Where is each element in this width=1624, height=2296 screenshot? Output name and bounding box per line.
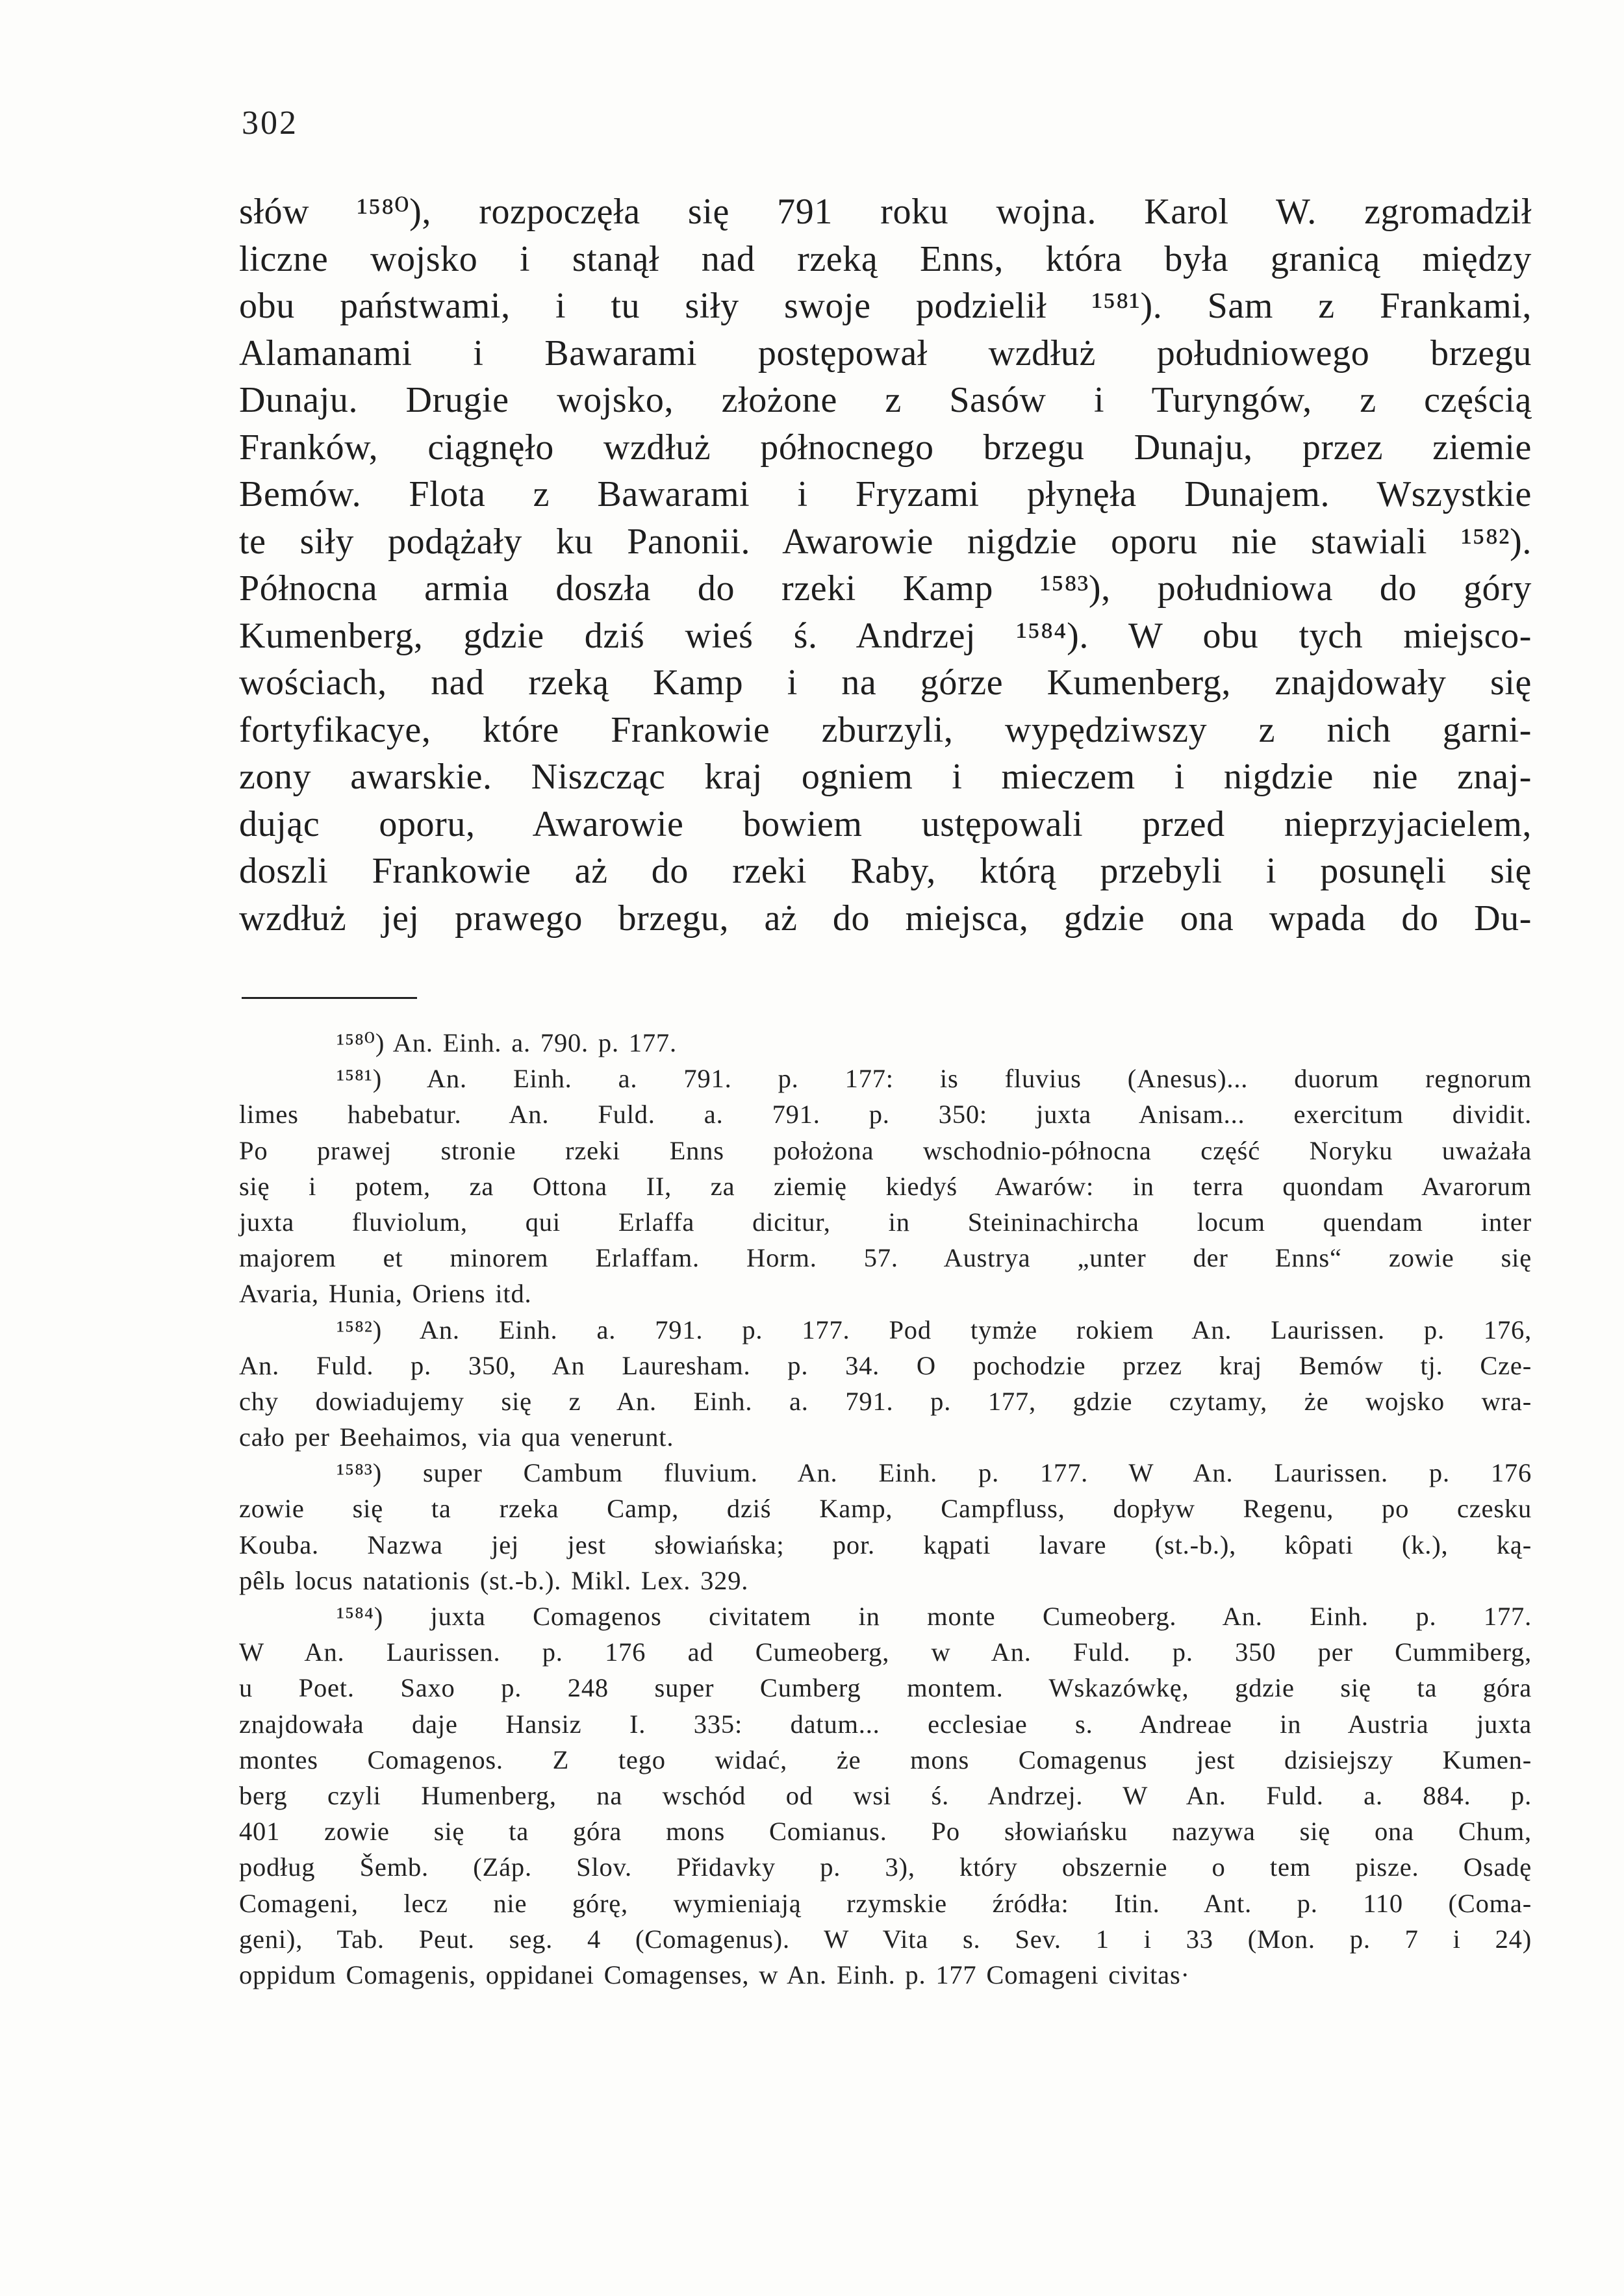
main-text-line: Kumenberg, gdzie dziś wieś ś. Andrzej ¹⁵⁸⁴). W obu tych miejsco- [239, 615, 1532, 656]
main-text-line: te siły podążały ku Panonii. Awarowie nigdzie oporu nie stawiali ¹⁵⁸²). [239, 521, 1532, 562]
footnote-line: 401 zowie się ta góra mons Comianus. Po słowiańsku nazywa się ona Chum, [239, 1817, 1532, 1847]
footnote-1582 [239, 1312, 1532, 1456]
main-text-line: słów ¹⁵⁸⁰), rozpoczęła się 791 roku wojna. Karol W. zgromadził [239, 192, 1532, 232]
footnote-line: zowie się ta rzeka Camp, dziś Kamp, Campfluss, dopływ Regenu, po czesku [239, 1494, 1532, 1524]
footnote-line: ¹⁵⁸²) An. Einh. a. 791. p. 177. Pod tymże rokiem An. Laurissen. p. 176, [336, 1315, 1532, 1344]
main-text-line: dując oporu, Awarowie bowiem ustępowali przed nieprzyjacielem, [239, 803, 1532, 844]
footnote-line: berg czyli Humenberg, na wschód od wsi ś. Andrzej. W An. Fuld. a. 884. p. [239, 1780, 1532, 1810]
footnote-1581 [239, 1061, 1532, 1311]
footnote-line: ¹⁵⁸³) super Cambum fluvium. An. Einh. p. 177. W An. Laurissen. p. 176 [336, 1458, 1532, 1488]
footnote-line: ¹⁵⁸⁴) juxta Comagenos civitatem in monte Cumeoberg. An. Einh. p. 177. [336, 1602, 1532, 1631]
footnote-line: Kouba. Nazwa jej jest słowiańska; por. kąpati lavare (st.-b.), kôpati (k.), ką- [239, 1530, 1532, 1559]
footnote-line: się i potem, za Ottona II, za ziemię kiedyś Awarów: in terra quondam Avarorum [239, 1171, 1532, 1201]
footnote-line: cało per Beehaimos, via qua venerunt. [239, 1422, 674, 1452]
main-text-line: Franków, ciągnęło wzdłuż północnego brzegu Dunaju, przez ziemie [239, 427, 1532, 468]
footnote-line: znajdowała daje Hansiz I. 335: datum... ecclesiae s. Andreae in Austria juxta [239, 1709, 1532, 1739]
main-text-line: Północna armia doszła do rzeki Kamp ¹⁵⁸³), południowa do góry [239, 568, 1532, 609]
footnote-1580 [239, 1025, 1532, 1061]
main-text-line: wościach, nad rzeką Kamp i na górze Kumenberg, znajdowały się [239, 662, 1532, 703]
main-text-line: liczne wojsko i stanął nad rzeką Enns, która była granicą między [239, 238, 1532, 279]
main-text-line: fortyfikacye, które Frankowie zburzyli, wypędziwszy z nich garni- [239, 709, 1532, 750]
main-text-line: zony awarskie. Niszcząc kraj ogniem i mieczem i nigdzie nie znaj- [239, 757, 1532, 797]
main-text-line: doszli Frankowie aż do rzeki Raby, którą przebyli i posunęli się [239, 851, 1532, 891]
footnote-line: montes Comagenos. Z tego widać, że mons Comagenus jest dzisiejszy Kumen- [239, 1745, 1532, 1774]
footnote-line: pêlь locus natationis (st.-b.). Mikl. Lex. 329. [239, 1565, 749, 1595]
footnote-line: W An. Laurissen. p. 176 ad Cumeoberg, w An. Fuld. p. 350 per Cummiberg, [239, 1637, 1532, 1667]
footnote-line: chy dowiadujemy się z An. Einh. a. 791. p. 177, gdzie czytamy, że wojsko wra- [239, 1386, 1532, 1416]
main-text-line: Bemów. Flota z Bawarami i Fryzami płynęła Dunajem. Wszystkie [239, 474, 1532, 514]
footnote-line: limes habebatur. An. Fuld. a. 791. p. 350: juxta Anisam... exercitum dividit. [239, 1100, 1532, 1129]
footnote-line: majorem et minorem Erlaffam. Horm. 57. Austrya „unter der Enns“ zowie się [239, 1243, 1532, 1273]
footnote-line: geni), Tab. Peut. seg. 4 (Comagenus). W Vita s. Sev. 1 i 33 (Mon. p. 7 i 24) [239, 1924, 1532, 1954]
footnote-line: Avaria, Hunia, Oriens itd. [239, 1279, 532, 1309]
main-text-line: Alamanami i Bawarami postępował wzdłuż południowego brzegu [239, 333, 1532, 373]
footnote-line: Comageni, lecz nie górę, wymieniają rzymskie źródła: Itin. Ant. p. 110 (Coma- [239, 1888, 1532, 1918]
footnote-line: juxta fluviolum, qui Erlaffa dicitur, in Steininachircha locum quendam inter [239, 1207, 1532, 1237]
footnote-line: An. Fuld. p. 350, An Lauresham. p. 34. O pochodzie przez kraj Bemów tj. Cze- [239, 1350, 1532, 1380]
footnotes-block [239, 1025, 1532, 1993]
footnote-line: oppidum Comagenis, oppidanei Comagenses, w An. Einh. p. 177 Comageni civitas· [239, 1960, 1190, 1989]
footnote-line: Po prawej stronie rzeki Enns położona wschodnio-północna część Noryku uważała [239, 1135, 1532, 1165]
footnote-1584 [239, 1598, 1532, 1993]
page-number: 302 [242, 105, 298, 142]
main-text-line: wzdłuż jej prawego brzegu, aż do miejsca, gdzie ona wpada do Du- [239, 898, 1532, 939]
footnote-line: u Poet. Saxo p. 248 super Cumberg montem. Wskazówkę, gdzie się ta góra [239, 1673, 1532, 1703]
footnote-separator-rule [242, 997, 417, 999]
footnote-line: ¹⁵⁸¹) An. Einh. a. 791. p. 177: is fluvius (Anesus)... duorum regnorum [336, 1064, 1532, 1094]
main-text-line: Dunaju. Drugie wojsko, złożone z Sasów i Turyngów, z częścią [239, 380, 1532, 420]
main-text-block [239, 188, 1532, 942]
main-text-line: obu państwami, i tu siły swoje podzielił ¹⁵⁸¹). Sam z Frankami, [239, 286, 1532, 326]
footnote-line: podług Šemb. (Záp. Slov. Přidavky p. 3), który obszernie o tem pisze. Osadę [239, 1852, 1532, 1882]
footnote-1583 [239, 1455, 1532, 1598]
footnote-line: ¹⁵⁸⁰) An. Einh. a. 790. p. 177. [336, 1028, 677, 1057]
